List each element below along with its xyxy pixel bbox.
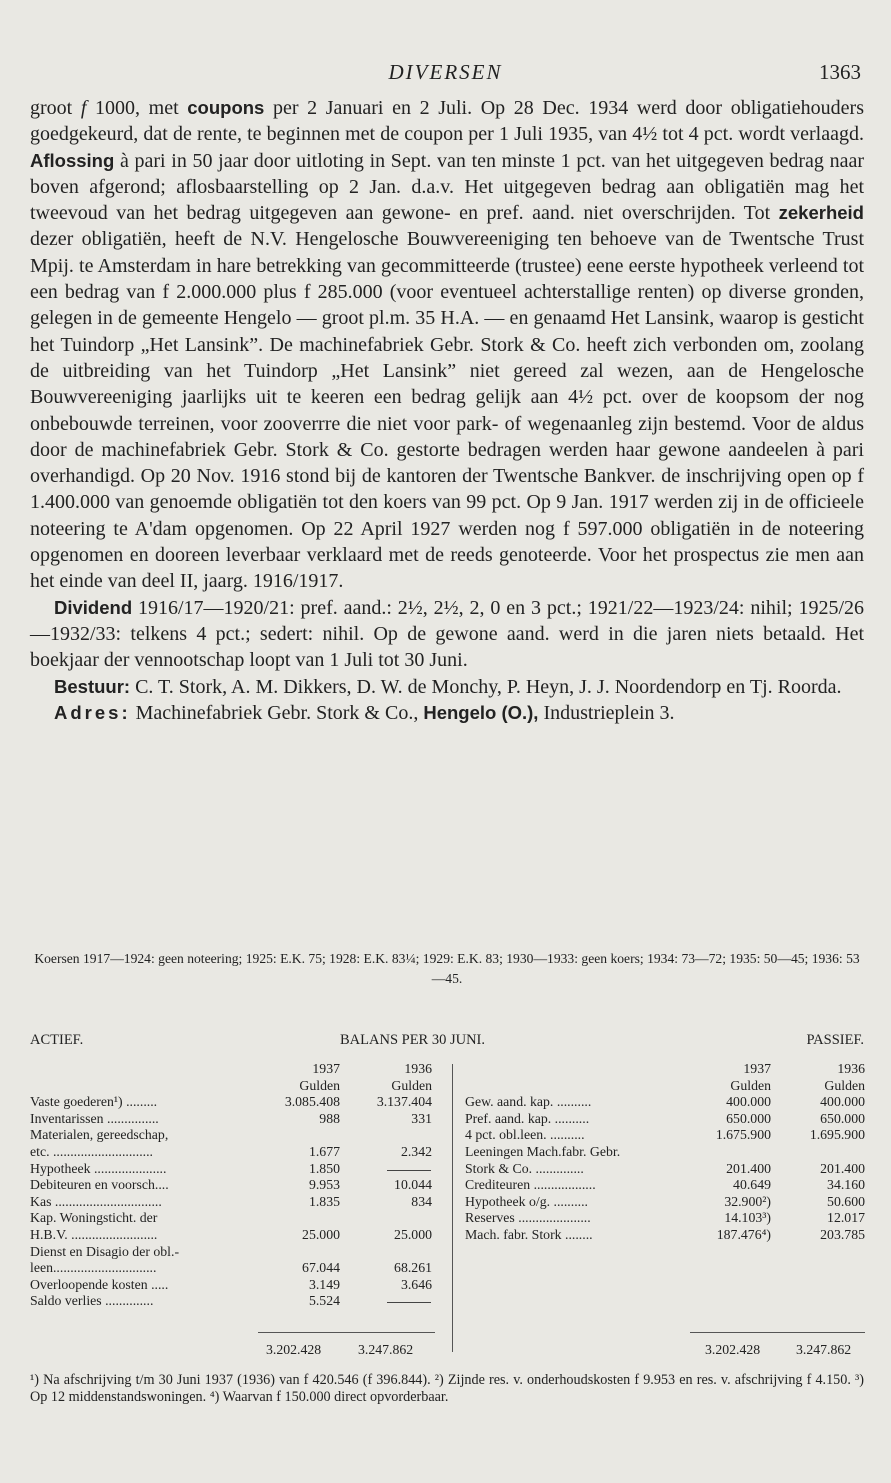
value-1936: 650.000 (820, 1110, 865, 1126)
passief-total-1937: 3.202.428 (705, 1342, 761, 1357)
actief-total-1937: 3.202.428 (266, 1342, 322, 1357)
unit-header-row (30, 1078, 435, 1095)
paragraph-dividend (30, 595, 864, 674)
table-row (30, 1227, 435, 1244)
value-1937: 3.149 (308, 1276, 340, 1292)
value-1937: 14.103³) (724, 1210, 771, 1226)
row-label: Crediteuren .................. (465, 1177, 596, 1193)
table-row (465, 1161, 865, 1178)
koersen-line: Koersen 1917—1924: geen noteering; 1925: E.K. 75; 1928: E.K. 83¼; 1929: E.K. 83; 1930—1933: geen koers; 1934: 73—72; 1935: 50—45; 1936: 53—45. (34, 951, 860, 986)
text-run: groot (30, 97, 81, 119)
text-run: per 2 Januari en 2 Juli. Op 28 Dec. 1934 werd door obligatiehouders goedgekeurd, dat de rente, te beginnen met de coupon per 1 Juli 1935, van 4½ tot 4 pct. wordt verlaagd. (30, 97, 864, 146)
nil-dash (387, 1170, 431, 1171)
value-1936: 331 (411, 1110, 432, 1126)
unit-label: Gulden (391, 1077, 432, 1093)
page-number: 1363 (819, 60, 861, 84)
row-label: Hypotheek ..................... (30, 1160, 167, 1176)
value-1936: 10.044 (394, 1177, 432, 1193)
year-1937: 1937 (312, 1061, 340, 1076)
value-1937: 1.835 (308, 1193, 340, 1209)
table-row (465, 1111, 865, 1128)
actief-total-1936: 3.247.862 (358, 1342, 414, 1357)
row-label: Inventarissen ............... (30, 1110, 159, 1126)
value-1936: 834 (411, 1193, 432, 1209)
row-label: Hypotheek o/g. .......... (465, 1193, 589, 1209)
keyword-zekerheid: zekerheid (778, 202, 864, 224)
row-label: Gew. aand. kap. .......... (465, 1094, 592, 1110)
table-row (30, 1111, 435, 1128)
value-1936: 3.137.404 (376, 1094, 432, 1110)
unit-label: Gulden (730, 1077, 771, 1093)
text-run: 1000, met (86, 97, 188, 119)
keyword-hengelo: Hengelo (O.), (423, 701, 539, 723)
paragraph-bestuur (30, 674, 864, 700)
value-1936: 400.000 (820, 1094, 865, 1110)
balans-heading (30, 1032, 864, 1052)
nil-dash (387, 1302, 431, 1303)
florin-sign: f (80, 97, 87, 119)
value-1936: 50.600 (827, 1193, 865, 1209)
table-row (30, 1177, 435, 1194)
value-1937: 201.400 (726, 1160, 771, 1176)
row-label: Stork & Co. .............. (465, 1160, 584, 1176)
row-label: Pref. aand. kap. .......... (465, 1110, 590, 1126)
table-row (30, 1144, 435, 1161)
year-1937: 1937 (743, 1061, 771, 1076)
column-divider (452, 1064, 453, 1352)
passief-label: PASSIEF. (806, 1032, 864, 1048)
table-row (465, 1144, 865, 1161)
year-header-row (465, 1061, 865, 1078)
text-run: à pari in 50 jaar door uitloting in Sept. van ten minste 1 pct. van het uitgegeven bedrag naar boven afgerond; aflosbaarstelling op 2 Jan. d.a.v. Het uitgegeven bedrag aan obligatiën mag het tweevoud van het bedrag uitgegeven aan gewone- en pref. aand. niet overschrijden. Tot (30, 149, 864, 225)
table-row (30, 1094, 435, 1111)
unit-label: Gulden (299, 1077, 340, 1093)
table-row (30, 1194, 435, 1211)
passief-total-1936: 3.247.862 (796, 1342, 852, 1357)
unit-label: Gulden (824, 1077, 865, 1093)
row-label: Debiteuren en voorsch.... (30, 1177, 169, 1193)
unit-header-row (465, 1078, 865, 1095)
table-row (30, 1244, 435, 1261)
row-label: Materialen, gereedschap, (30, 1127, 169, 1143)
text-run: C. T. Stork, A. M. Dikkers, D. W. de Monchy, P. Heyn, J. J. Noordendorp en Tj. Roorda. (130, 675, 842, 698)
value-1937: 67.044 (302, 1260, 340, 1276)
value-1937: 187.476⁴) (716, 1226, 771, 1242)
table-row (30, 1260, 435, 1277)
value-1937: 40.649 (733, 1177, 771, 1193)
value-1937: 400.000 (726, 1094, 771, 1110)
year-1936: 1936 (837, 1061, 865, 1076)
value-1937: 25.000 (302, 1226, 340, 1242)
value-1937: 3.085.408 (284, 1094, 340, 1110)
table-row (465, 1127, 865, 1144)
row-label: Vaste goederen¹) ......... (30, 1094, 158, 1110)
table-row (465, 1194, 865, 1211)
text-run: Machinefabriek Gebr. Stork & Co., (130, 701, 424, 724)
year-header-row (30, 1061, 435, 1078)
value-1936: 3.646 (400, 1276, 432, 1292)
text-run: Industrieplein 3. (538, 701, 675, 724)
row-label: etc. ............................. (30, 1143, 154, 1159)
value-1937: 32.900²) (724, 1193, 771, 1209)
value-1936: 12.017 (827, 1210, 865, 1226)
keyword-aflossing: Aflossing (30, 149, 115, 171)
value-1936: 203.785 (820, 1226, 865, 1242)
total-rule-left (258, 1332, 435, 1333)
keyword-dividend: Dividend (54, 596, 133, 618)
value-1936: 68.261 (394, 1260, 432, 1276)
table-row (465, 1177, 865, 1194)
row-label: Saldo verlies .............. (30, 1293, 154, 1309)
balans-title: BALANS PER 30 JUNI. (340, 1032, 486, 1048)
value-1936: 34.160 (827, 1177, 865, 1193)
row-label: 4 pct. obl.leen. .......... (465, 1127, 585, 1143)
row-label: Reserves ..................... (465, 1210, 591, 1226)
value-1937: 9.953 (308, 1177, 340, 1193)
table-row (465, 1227, 865, 1244)
row-label: Mach. fabr. Stork ........ (465, 1226, 593, 1242)
paragraph-obligaties (30, 95, 864, 595)
text-run: dezer obligatiën, heeft de N.V. Hengelosche Bouwvereeniging ten behoeve van de Twentsche Trust Mpij. te Amsterdam in hare betrekking van gecommitteerde (trustee) eene eerste hypotheek verleend tot een bedrag van f 2.000.000 plus f 285.000 (voor eventueel achterstallige renten) op diverse gronden, gelegen in de gemeente Hengelo — groot pl.m. 35 H.A. — en genaamd Het Lansink, waarop is gesticht het Tuindorp „Het Lansink”. De machinefabriek Gebr. Stork & Co. heeft zich verbonden om, zoolang de uitbreiding van het Tuindorp „Het Lansink” niet gereed zal wezen, aan de Hengelosche Bouwvereeniging jaarlijks uit te keeren een bedrag gelijk aan 4½ pct. over de koopsom der nog onbebouwde terreinen, voor zooverrre die niet voor park- of wegenaanleg zijn bestemd. Voor de aldus door de machinefabriek Gebr. Stork & Co. gestorte bedragen werden haar gewone aandeelen à pari overhandigd. Op 20 Nov. 1916 stond bij de kantoren der Twentsche Bankver. de inschrijving open op f 1.400.000 van genoemde obligatiën tot den koers van 99 pct. Op 9 Jan. 1917 werden zij in de officieele noteering te A'dam opgenomen. Op 22 April 1927 werden nog f 597.000 obligatiën in de noteering opgenomen en dooreen leverbaar verklaard met de reeds genoteerde. Voor het prospectus zie men aan het einde van deel II, jaarg. 1916/1917. (30, 228, 864, 593)
actief-table (30, 1061, 435, 1310)
row-label: Dienst en Disagio der obl.- (30, 1243, 180, 1259)
year-1936: 1936 (404, 1061, 432, 1076)
table-row (30, 1293, 435, 1310)
passief-table (465, 1061, 865, 1244)
row-label: leen.............................. (30, 1260, 157, 1276)
value-1937: 5.524 (308, 1293, 340, 1309)
row-label: Overloopende kosten ..... (30, 1276, 169, 1292)
footnotes: ¹) Na afschrijving t/m 30 Juni 1937 (1936) van f 420.546 (f 396.844). ²) Zijnde res. v. onderhoudskosten f 9.953 en res. v. afschrijving f 4.150. ³) Op 12 middenstandswoningen. ⁴) Waarvan f 150.000 direct opvorderbaar. (30, 1372, 864, 1405)
table-row (30, 1210, 435, 1227)
value-1936: 2.342 (400, 1143, 432, 1159)
row-label: Kas ............................... (30, 1193, 162, 1209)
value-1937: 650.000 (726, 1110, 771, 1126)
page-header (30, 60, 861, 90)
text-run: 1916/17—1920/21: pref. aand.: 2½, 2½, 2, 0 en 3 pct.; 1921/22—1923/24: nihil; 1925/26—1932/33: telkens 4 pct.; sedert: nihil. Op de gewone aand. werd in die jaren niets betaald. Het boekjaar der vennootschap loopt van 1 Juli tot 30 Juni. (30, 596, 864, 672)
value-1937: 988 (319, 1110, 340, 1126)
keyword-adres: Adres: (54, 701, 131, 723)
actief-label: ACTIEF. (30, 1032, 84, 1048)
total-rule-right (690, 1332, 865, 1333)
value-1937: 1.675.900 (715, 1127, 771, 1143)
table-row (30, 1127, 435, 1144)
row-label: H.B.V. ......................... (30, 1226, 158, 1242)
value-1936: 1.695.900 (809, 1127, 865, 1143)
value-1936: 25.000 (394, 1226, 432, 1242)
paragraph-adres (30, 700, 864, 726)
row-label: Leeningen Mach.fabr. Gebr. (465, 1143, 621, 1159)
keyword-bestuur: Bestuur: (54, 675, 131, 697)
body-text (30, 95, 864, 726)
row-label: Kap. Woningsticht. der (30, 1210, 158, 1226)
table-row (30, 1277, 435, 1294)
value-1936: 201.400 (820, 1160, 865, 1176)
keyword-coupons: coupons (187, 97, 265, 118)
running-title: DIVERSEN (388, 60, 503, 84)
table-row (30, 1161, 435, 1178)
value-1937: 1.850 (308, 1160, 340, 1176)
table-row (465, 1094, 865, 1111)
table-row (465, 1210, 865, 1227)
value-1937: 1.677 (308, 1143, 340, 1159)
